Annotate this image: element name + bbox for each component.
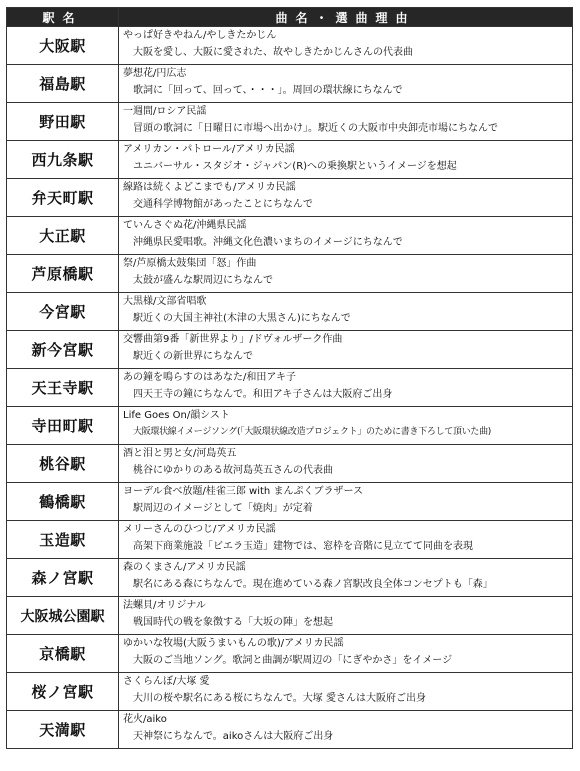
song-title: 酒と泪と男と女/河島英五 <box>123 448 237 459</box>
song-detail <box>119 483 573 521</box>
station-name: 大阪駅 <box>7 27 119 65</box>
song-detail <box>119 559 573 597</box>
song-detail <box>119 673 573 711</box>
selection-reason: 高架下商業施設「ビエラ玉造」建物では、窓枠を音階に見立てて同曲を表現 <box>133 541 473 552</box>
song-detail <box>119 331 573 369</box>
station-name: 桃谷駅 <box>7 445 119 483</box>
selection-reason: 駅名にある森にちなんで。現在進めている森ノ宮駅改良全体コンセプトも「森」 <box>133 579 493 590</box>
song-title: 交響曲第9番「新世界より」/ドヴォルザーク作曲 <box>123 334 343 345</box>
song-detail <box>119 255 573 293</box>
table-row <box>7 673 573 711</box>
table-row <box>7 217 573 255</box>
table-row <box>7 141 573 179</box>
table-row <box>7 635 573 673</box>
station-name: 天満駅 <box>7 711 119 749</box>
selection-reason: 沖縄県民愛唱歌。沖縄文化色濃いまちのイメージにちなんで <box>133 237 403 248</box>
selection-reason: 桃谷にゆかりのある故河島英五さんの代表曲 <box>133 465 333 476</box>
station-name: 京橋駅 <box>7 635 119 673</box>
song-column-header: 曲名・選曲理由 <box>119 8 573 27</box>
station-name: 西九条駅 <box>7 141 119 179</box>
station-name: 大阪城公園駅 <box>7 597 119 635</box>
station-name: 桜ノ宮駅 <box>7 673 119 711</box>
song-detail <box>119 217 573 255</box>
table-row <box>7 597 573 635</box>
table-row <box>7 445 573 483</box>
selection-reason: 大川の桜や駅名にある桜にちなんで。大塚 愛さんは大阪府ご出身 <box>133 693 426 704</box>
header-row <box>7 8 573 27</box>
song-title: 祭/芦原橋太鼓集団「怒」作曲 <box>123 258 257 269</box>
selection-reason: 交通科学博物館があったことにちなんで <box>133 199 313 210</box>
selection-reason: 大阪のご当地ソング。歌詞と曲調が駅周辺の「にぎやかさ」をイメージ <box>133 655 453 666</box>
song-title: 一週間/ロシア民謡 <box>123 106 207 117</box>
song-detail <box>119 141 573 179</box>
song-detail <box>119 711 573 749</box>
table-row <box>7 331 573 369</box>
song-detail <box>119 635 573 673</box>
station-name: 今宮駅 <box>7 293 119 331</box>
song-detail <box>119 103 573 141</box>
song-title: 夢想花/円広志 <box>123 68 187 79</box>
song-title: 花火/aiko <box>123 714 167 725</box>
station-name: 鶴橋駅 <box>7 483 119 521</box>
selection-reason: 冒頭の歌詞に「日曜日に市場へ出かけ」。駅近くの大阪市中央卸売市場にちなんで <box>133 123 498 134</box>
song-detail <box>119 445 573 483</box>
table-row <box>7 711 573 749</box>
station-name: 野田駅 <box>7 103 119 141</box>
song-title: ていんさぐぬ花/沖縄県民謡 <box>123 220 247 231</box>
selection-reason: 駅周辺のイメージとして「焼肉」が定着 <box>133 503 313 514</box>
song-title: 森のくまさん/アメリカ民謡 <box>123 562 246 573</box>
table-row <box>7 521 573 559</box>
song-title: アメリカン・パトロール/アメリカ民謡 <box>123 144 295 155</box>
song-title: メリーさんのひつじ/アメリカ民謡 <box>123 524 276 535</box>
song-detail <box>119 407 573 445</box>
table-row <box>7 103 573 141</box>
song-detail <box>119 293 573 331</box>
song-title: ヨーデル食べ放題/桂雀三郎 with まんぷくブラザース <box>123 486 363 497</box>
song-detail <box>119 521 573 559</box>
selection-reason: 戦国時代の戦を象徴する「大坂の陣」を想起 <box>133 617 333 628</box>
selection-reason: 歌詞に「回って、回って、・・・」。周回の環状線にちなんで <box>133 85 403 96</box>
song-detail <box>119 27 573 65</box>
table-row <box>7 179 573 217</box>
table-row <box>7 483 573 521</box>
selection-reason: 太鼓が盛んな駅周辺にちなんで <box>133 275 273 286</box>
song-title: Life Goes On/韻シスト <box>123 410 230 421</box>
station-column-header: 駅名 <box>7 8 119 27</box>
station-name: 寺田町駅 <box>7 407 119 445</box>
station-name: 芦原橋駅 <box>7 255 119 293</box>
selection-reason: 駅近くの大国主神社(木津の大黒さん)にちなんで <box>133 313 351 324</box>
song-title: 法螺貝/オリジナル <box>123 600 206 611</box>
station-name: 玉造駅 <box>7 521 119 559</box>
song-title: さくらんぼ/大塚 愛 <box>123 676 210 687</box>
song-title: あの鐘を鳴らすのはあなた/和田アキ子 <box>123 372 296 383</box>
station-song-table <box>6 7 573 749</box>
table-row <box>7 293 573 331</box>
selection-reason: 四天王寺の鐘にちなんで。和田アキ子さんは大阪府ご出身 <box>133 389 393 400</box>
table-row <box>7 369 573 407</box>
selection-reason: 天神祭にちなんで。aikoさんは大阪府ご出身 <box>133 731 334 742</box>
table-row <box>7 255 573 293</box>
selection-reason: 大阪を愛し、大阪に愛された、故やしきたかじんさんの代表曲 <box>133 47 413 58</box>
table-row <box>7 559 573 597</box>
station-name: 森ノ宮駅 <box>7 559 119 597</box>
song-title: 大黒様/文部省唱歌 <box>123 296 207 307</box>
table-row <box>7 27 573 65</box>
song-detail <box>119 65 573 103</box>
song-detail <box>119 369 573 407</box>
station-name: 弁天町駅 <box>7 179 119 217</box>
song-detail <box>119 597 573 635</box>
selection-reason: ユニバーサル・スタジオ・ジャパン(R)への乗換駅というイメージを想起 <box>133 161 457 172</box>
station-name: 新今宮駅 <box>7 331 119 369</box>
table-row <box>7 407 573 445</box>
table-row <box>7 65 573 103</box>
station-name: 福島駅 <box>7 65 119 103</box>
song-title: やっぱ好きやねん/やしきたかじん <box>123 30 277 41</box>
station-name: 大正駅 <box>7 217 119 255</box>
song-title: ゆかいな牧場(大阪うまいもんの歌)/アメリカ民謡 <box>123 638 344 649</box>
song-detail <box>119 179 573 217</box>
selection-reason: 駅近くの新世界にちなんで <box>133 351 253 362</box>
song-title: 線路は続くよどこまでも/アメリカ民謡 <box>123 182 296 193</box>
station-name: 天王寺駅 <box>7 369 119 407</box>
selection-reason: 大阪環状線イメージソング(「大阪環状線改造プロジェクト」のために書き下ろして頂いた曲) <box>133 427 491 437</box>
